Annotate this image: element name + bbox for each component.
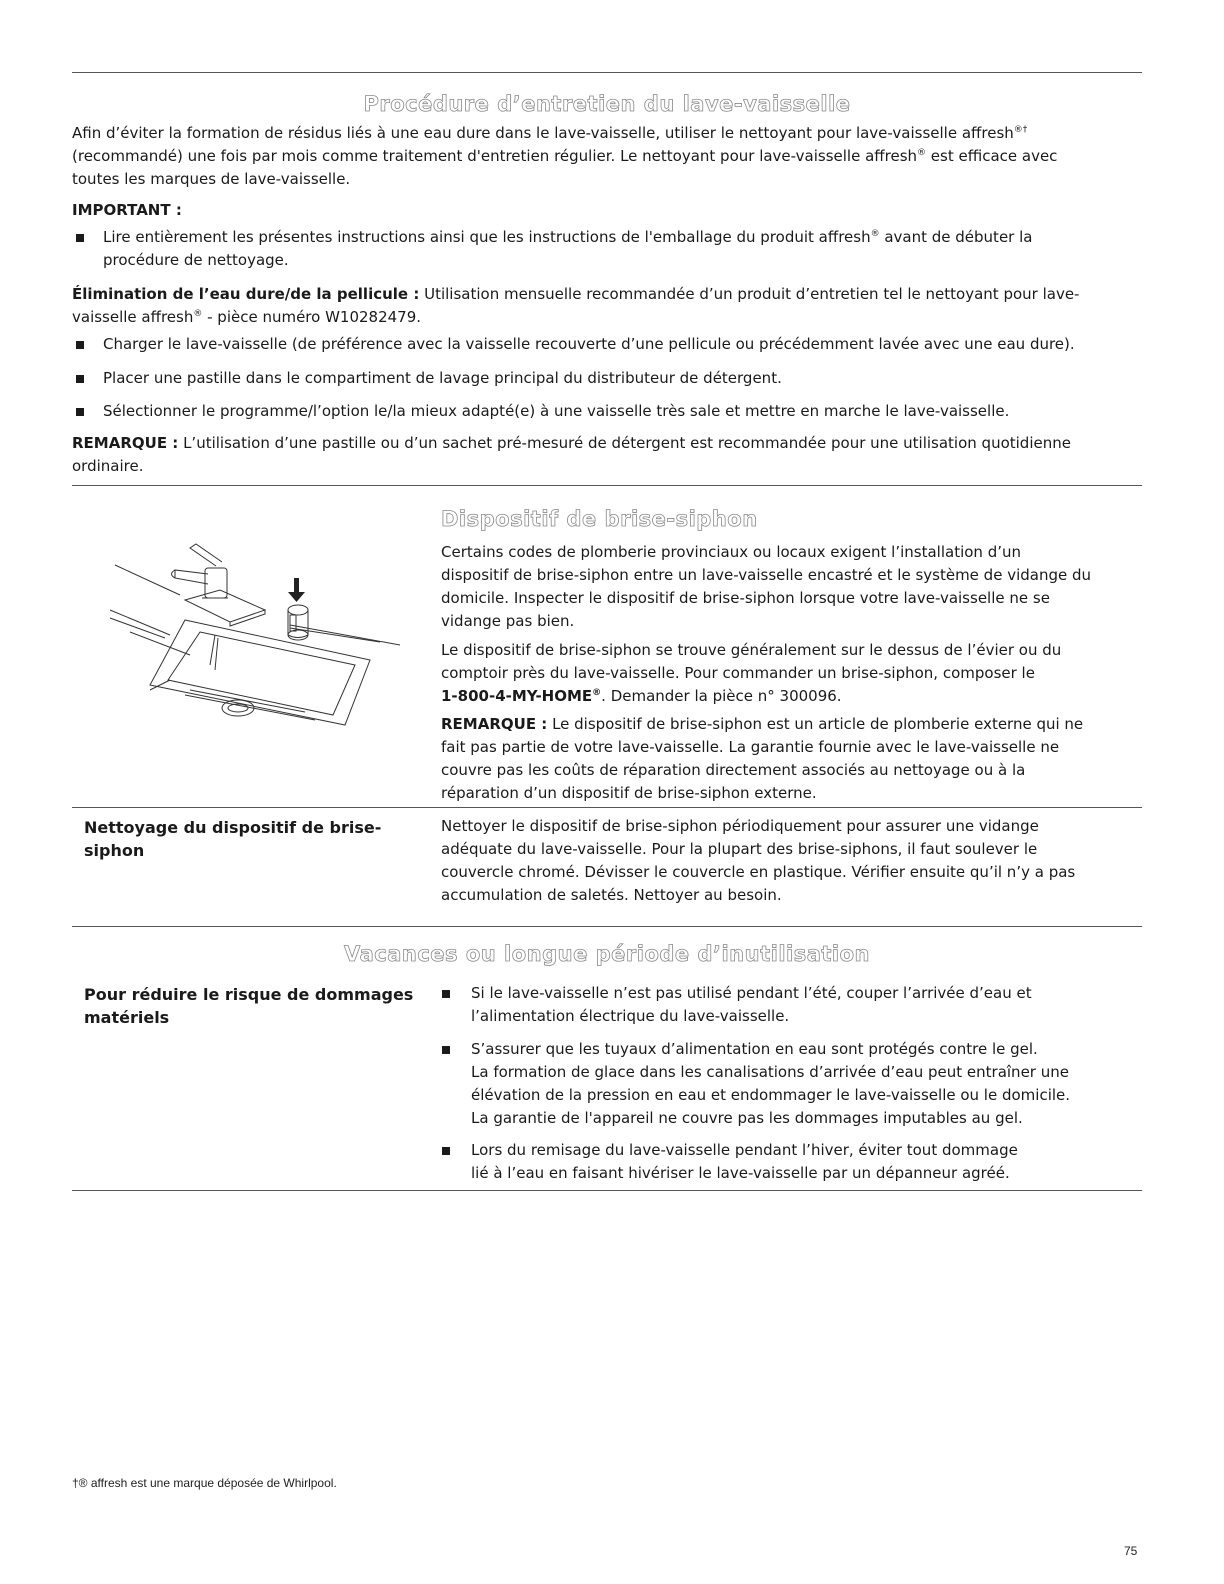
down-arrow-icon [288, 578, 305, 602]
section-heading-air-gap: Dispositif de brise-siphon [441, 507, 758, 531]
vacation-bullet-2-line-1: S’assurer que les tuyaux d’alimentation en eau sont protégés contre le gel. [471, 1040, 1038, 1058]
section-rule [72, 926, 1142, 927]
note-line-1: REMARQUE : L’utilisation d’une pastille ou d’un sachet pré-mesuré de détergent est recommandée pour une utilisation quotidienne [72, 434, 1071, 452]
top-rule [72, 72, 1142, 73]
bullet-icon [76, 341, 84, 349]
elimination-line-1: Élimination de l’eau dure/de la pellicule : Utilisation mensuelle recommandée d’un produit d’entretien tel le nettoyant pour lave- [72, 285, 1080, 303]
subsection-rule [72, 807, 1142, 808]
air-gap-note-line-4: réparation d’un dispositif de brise-siphon externe. [441, 784, 817, 802]
intro-line-1: Afin d’éviter la formation de résidus liés à une eau dure dans le lave-vaisselle, utiliser le nettoyant pour lave-vaisselle affresh®† [72, 124, 1028, 142]
important-text-line-1: Lire entièrement les présentes instructions ainsi que les instructions de l'emballage du produit affresh® avant de débuter la [103, 228, 1033, 246]
phone-number: 1-800-4-MY-HOME [441, 687, 593, 705]
vacation-bullet-3-line-2: lié à l’eau en faisant hivériser le lave-vaisselle par un dépanneur agréé. [471, 1164, 1010, 1182]
air-gap-p1-line-3: domicile. Inspecter le dispositif de brise-siphon lorsque votre lave-vaisselle ne se [441, 589, 1050, 607]
bullet-item-1: Charger le lave-vaisselle (de préférence avec la vaisselle recouverte d’une pellicule ou précédemment lavée avec une eau dure). [103, 335, 1075, 353]
vacation-bullet-2-line-3: élévation de la pression en eau et endommager le lave-vaisselle ou le domicile. [471, 1086, 1071, 1104]
air-gap-p1-line-2: dispositif de brise-siphon entre un lave-vaisselle encastré et le système de vidange du [441, 566, 1092, 584]
cleaning-label-line-1: Nettoyage du dispositif de brise- [84, 818, 382, 837]
bullet-icon [442, 1147, 450, 1155]
bullet-icon [442, 1046, 450, 1054]
page-number: 75 [1124, 1544, 1138, 1558]
vacation-bullet-2-line-2: La formation de glace dans les canalisations d’arrivée d’eau peut entraîner une [471, 1063, 1069, 1081]
bullet-icon [76, 234, 84, 242]
cleaning-line-1: Nettoyer le dispositif de brise-siphon périodiquement pour assurer une vidange [441, 817, 1039, 835]
section-rule [72, 485, 1142, 486]
elimination-line-2: vaisselle affresh® - pièce numéro W10282479. [72, 308, 422, 326]
bullet-item-2: Placer une pastille dans le compartiment de lavage principal du distributeur de détergent. [103, 369, 782, 387]
bullet-icon [76, 408, 84, 416]
air-gap-p1-line-4: vidange pas bien. [441, 612, 575, 630]
cleaning-line-3: couvercle chromé. Dévisser le couvercle en plastique. Vérifier ensuite qu’il n’y a pas [441, 863, 1076, 881]
section-heading-vacation: Vacances ou longue période d’inutilisation [343, 942, 870, 966]
bottom-rule [72, 1190, 1142, 1191]
section-heading-maintenance: Procédure d’entretien du lave-vaisselle [363, 92, 851, 116]
important-text-line-2: procédure de nettoyage. [103, 251, 289, 269]
air-gap-p2-line-1: Le dispositif de brise-siphon se trouve généralement sur le dessus de l’évier ou du [441, 641, 1062, 659]
air-gap-sink-illustration [90, 540, 410, 760]
damage-risk-label-line-2: matériels [84, 1008, 170, 1027]
footnote: †® affresh est une marque déposée de Whirlpool. [72, 1476, 337, 1490]
bullet-icon [442, 990, 450, 998]
air-gap-p1-line-1: Certains codes de plomberie provinciaux ou locaux exigent l’installation d’un [441, 543, 1022, 561]
cleaning-line-4: accumulation de saletés. Nettoyer au besoin. [441, 886, 782, 904]
vacation-bullet-3-line-1: Lors du remisage du lave-vaisselle pendant l’hiver, éviter tout dommage [471, 1141, 1018, 1159]
cleaning-line-2: adéquate du lave-vaisselle. Pour la plupart des brise-siphons, il faut soulever le [441, 840, 1038, 858]
air-gap-note-line-1: REMARQUE : Le dispositif de brise-siphon est un article de plomberie externe qui ne [441, 715, 1084, 733]
vacation-bullet-1-line-2: l’alimentation électrique du lave-vaisselle. [471, 1007, 790, 1025]
air-gap-p2-line-3: 1-800-4-MY-HOME®. Demander la pièce n° 300096. [441, 687, 842, 705]
cleaning-label-line-2: siphon [84, 841, 145, 860]
important-label: IMPORTANT : [72, 201, 182, 219]
air-gap-note-line-3: couvre pas les coûts de réparation directement associés au nettoyage ou à la [441, 761, 1026, 779]
vacation-bullet-1-line-1: Si le lave-vaisselle n’est pas utilisé pendant l’été, couper l’arrivée d’eau et [471, 984, 1032, 1002]
intro-line-2: (recommandé) une fois par mois comme traitement d'entretien régulier. Le nettoyant pour lave-vaisselle affresh® est efficace avec [72, 147, 1058, 165]
intro-line-3: toutes les marques de lave-vaisselle. [72, 170, 351, 188]
note-line-2: ordinaire. [72, 457, 144, 475]
damage-risk-label-line-1: Pour réduire le risque de dommages [84, 985, 414, 1004]
vacation-bullet-2-line-4: La garantie de l'appareil ne couvre pas les dommages imputables au gel. [471, 1109, 1023, 1127]
bullet-item-3: Sélectionner le programme/l’option le/la mieux adapté(e) à une vaisselle très sale et mettre en marche le lave-vaisselle. [103, 402, 1010, 420]
air-gap-note-line-2: fait pas partie de votre lave-vaisselle. La garantie fournie avec le lave-vaisselle ne [441, 738, 1060, 756]
air-gap-p2-line-2: comptoir près du lave-vaisselle. Pour commander un brise-siphon, composer le [441, 664, 1035, 682]
bullet-icon [76, 375, 84, 383]
